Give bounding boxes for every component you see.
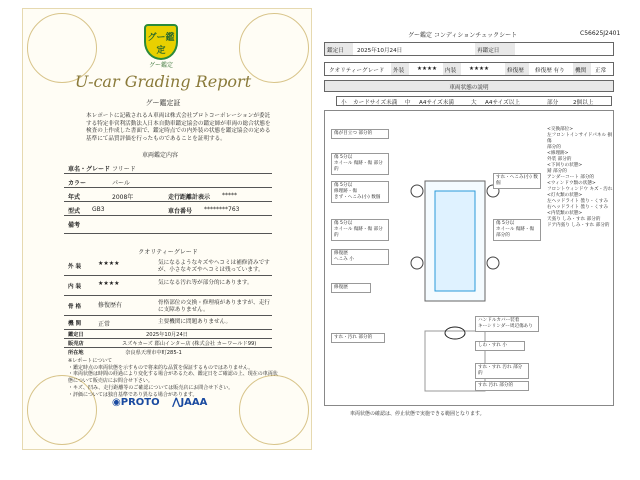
repair-label: 修復歴 xyxy=(505,63,529,75)
proto-logo-icon: ◉ xyxy=(112,397,121,408)
renew-label: 再鑑定日 xyxy=(475,43,515,55)
engine-label: 機関 xyxy=(573,63,591,75)
quality-row-interior xyxy=(64,276,272,296)
quality-desc: 気になるようなキズやヘコミは補修済みですが、小さなキズやヘコミは残っています。 xyxy=(158,260,270,273)
row-notes xyxy=(64,216,272,234)
row-model xyxy=(64,202,272,216)
cert-subtitle: グー鑑定証 xyxy=(145,99,181,107)
row-label: 年式 xyxy=(68,194,81,201)
address-label: 所在地 xyxy=(68,350,84,356)
ext-label: 外装 xyxy=(391,63,409,75)
quality-label: 外 装 xyxy=(68,264,82,270)
goo-badge-logo xyxy=(144,24,178,60)
callout: 傷 5分以 修理跡・傷 きず・へこみ(小) 数個 xyxy=(331,181,389,203)
jaaa-logo xyxy=(172,397,207,408)
badge-subtext: グー鑑定 xyxy=(148,62,173,69)
quality-stars: 修復歴有 xyxy=(98,302,123,309)
row-value: フリード xyxy=(112,166,136,173)
callout: 傷 5分以 ホイール 傷跡・傷 部分的 xyxy=(331,153,389,175)
row-value: 2025年10月24日 xyxy=(146,332,188,338)
row-value: パール xyxy=(112,180,130,187)
quality-stars: ★★★★ xyxy=(98,280,120,287)
cert-body-text: 本レポートに記載されるＡ車両は株式会社プロトコーポレーションが委託する特定非営利活動法人日本自動車鑑定協会の鑑定師が車両の総合状態を検査の上作成した書面で、鑑定時点での内外装の状態を鑑定協会の定める基準にて品質評価を行ったものであることを証明する。 xyxy=(86,113,271,142)
condition-legend: <交換部位> 左フロントインサイドパネル 損傷 部分的 <修理跡> 外装 部分的 <下回りの状態> 錆 部分的 アンダーコート 部分的 <ウィンドウ類の状態> フロントウィンドウ キズ・汚れ <灯火類の状態> 左ヘッドライト 曇り・くすみ 右ヘッドライト 曇り・くすみ <内装類の状態> 天張り しみ・すれ 部分的 ドア内張り しみ・すれ 部分的 xyxy=(547,127,613,228)
date-bar xyxy=(324,42,614,56)
date-value: 2025年10月24日 xyxy=(357,48,403,54)
row-value: GB3 xyxy=(92,206,105,213)
row-label: 鑑定日 xyxy=(68,332,84,338)
jaaa-text: JAAA xyxy=(180,397,208,408)
row-value: スズキカーズ 郡山インター店 (株式会社 カーワールド99) xyxy=(122,341,257,347)
scale-mid-desc: A4サイズ未満 xyxy=(419,100,454,106)
jaaa-logo-icon: ⋀ xyxy=(172,397,181,408)
grade-label: クオリティーグレード xyxy=(329,68,385,74)
row-date xyxy=(64,330,272,339)
scale-large-desc: A4サイズ以上 xyxy=(485,100,520,106)
row-year xyxy=(64,188,272,202)
quality-label: 内 装 xyxy=(68,284,82,290)
scale-mid: 中 xyxy=(405,100,411,106)
sheet-id: C56625J2401 xyxy=(580,30,621,37)
quality-stars: 正常 xyxy=(98,321,111,328)
callout: しわ・すれ 小 xyxy=(475,341,525,351)
callout: すれ・すれ 汚れ 部分的 xyxy=(475,363,529,379)
cert-title: U-car Grading Report xyxy=(74,72,252,91)
parts-value: 2個以上 xyxy=(573,100,594,106)
sheet-title: グー鑑定 コンディションチェックシート xyxy=(408,32,518,39)
notes xyxy=(68,350,278,399)
callout: すれ・汚れ 部分的 xyxy=(331,333,385,343)
date-label: 鑑定日 xyxy=(325,43,353,55)
row-label: 型式 xyxy=(68,208,81,215)
row-car-name xyxy=(64,160,272,174)
explain-title: 車両状態の説明 xyxy=(324,80,614,92)
proto-logo xyxy=(112,397,160,408)
row-label: 車名・グレード xyxy=(68,166,111,173)
quality-desc: 骨格部位の交換・修理痕がありますが、走行に支障ありません。 xyxy=(158,300,270,313)
callout: すれ 汚れ 部分的 xyxy=(475,381,529,391)
quality-row-exterior xyxy=(64,256,272,276)
ext-stars: ★★★★ xyxy=(417,66,438,72)
quality-label: 骨 格 xyxy=(68,304,82,310)
notes-text: ※レポートについて ・鑑定時点の車両状態を示すもので将来的な品質を保証するものではありません。 ・車両状態は時間の経過により変化する場合があるため、鑑定日をご確認の上、現在の車両状態について販売店にお問合せ下さい。 ・キズ、凹み、走行距離等のご確認については販売店にお問合せ下さい。 ・評価については独自基準であり異なる場合があります。 xyxy=(68,357,278,398)
proto-text: PROTO xyxy=(120,397,160,408)
row-value: ********763 xyxy=(204,206,240,213)
quality-label: 機 関 xyxy=(68,321,82,327)
car-diagram xyxy=(324,110,614,406)
row-label: 販売店 xyxy=(68,341,84,347)
engine-value: 正常 xyxy=(595,68,607,74)
scale-large: 大 xyxy=(471,100,477,106)
parts-label: 部分 xyxy=(547,100,559,106)
repair-value: 修復歴 有り xyxy=(535,68,565,74)
callout: ハンドルカバー装着 キーシリンダー周辺傷あり xyxy=(475,316,539,332)
row-store xyxy=(64,339,272,348)
callout: 傷 5分以 ホイール 傷跡・傷 部分的 xyxy=(493,219,541,241)
address-value: 奈良県天理市中町285-1 xyxy=(125,350,182,356)
quality-grade-title: クオリティーグレード xyxy=(138,249,198,256)
badge-text: グー鑑定 xyxy=(147,33,175,56)
row-label: 走行距離計表示 xyxy=(168,194,211,201)
quality-desc: 主要機関に問題ありません。 xyxy=(158,319,232,325)
row-label: 備考 xyxy=(68,222,81,229)
row-label: カラー xyxy=(68,180,87,187)
inspection-title: 車両鑑定内容 xyxy=(141,152,178,159)
quality-desc: 気になる汚れ等が部分的にあります。 xyxy=(158,280,253,286)
scale-small: 小 xyxy=(341,100,347,106)
callout: 修復歴 へこみ 小 xyxy=(331,249,389,265)
quality-stars: ★★★★ xyxy=(98,260,120,267)
callout: 修復歴 xyxy=(331,283,371,293)
callout: 傷が目立つ 部分的 xyxy=(331,129,389,139)
spacer xyxy=(64,316,272,330)
scale-bar xyxy=(336,96,612,106)
callout: 傷 5分以 ホイール 傷跡・傷 部分的 xyxy=(331,219,389,241)
int-stars: ★★★★ xyxy=(469,66,490,72)
row-value: 2008年 xyxy=(112,194,134,201)
scale-small-desc: カードサイズ未満 xyxy=(353,100,398,106)
int-label: 内装 xyxy=(443,63,461,75)
sheet-footer: 車両状態の確認は、停止状態で実施できる範囲となります。 xyxy=(350,411,485,417)
row-color xyxy=(64,174,272,188)
callout: すれ・へこみ(小) 数個 xyxy=(493,173,541,189)
row-label: 車台番号 xyxy=(168,208,193,215)
row-value: ***** xyxy=(222,192,237,199)
grade-bar xyxy=(324,62,614,76)
